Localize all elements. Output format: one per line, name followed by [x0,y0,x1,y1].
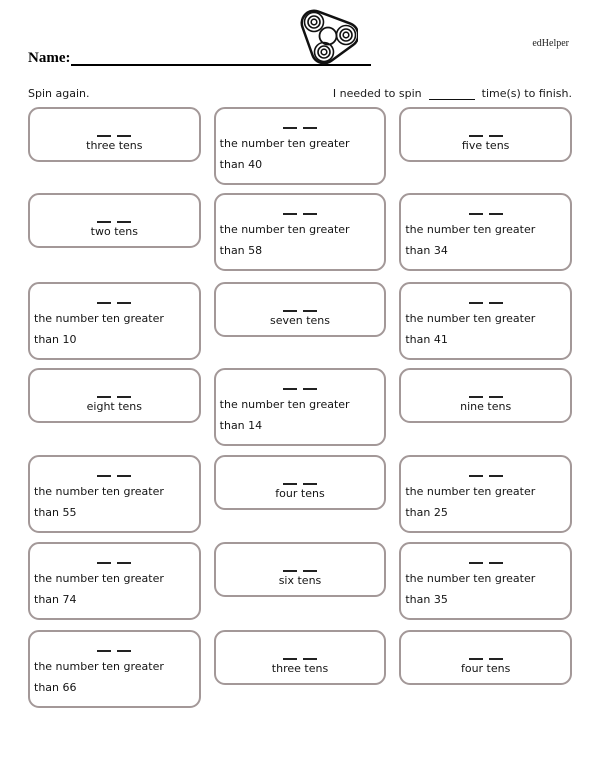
answer-blank [117,643,131,652]
answer-card [28,368,201,423]
card-line2: than 35 [405,593,448,606]
answer-blank [469,468,483,477]
answer-card [399,107,572,162]
answer-blanks [220,120,381,128]
answer-blank [303,206,317,215]
card-label: five tens [461,139,510,152]
edhelper-logo: edHelper [532,38,569,49]
card-line1: the number ten greater [405,312,536,325]
answer-blanks [405,295,566,303]
answer-blank [283,206,297,215]
card-line2: than 66 [34,681,77,694]
answer-blanks [34,555,195,563]
card-line2: than 55 [34,506,77,519]
card-line2: than 41 [405,333,448,346]
answer-blanks [280,651,320,659]
answer-blank [283,563,297,572]
answer-blank [283,381,297,390]
answer-blanks [94,128,134,136]
answer-blank [117,214,131,223]
answer-blank [97,468,111,477]
answer-blank [469,389,483,398]
answer-card [214,455,387,510]
card-label: three tens [271,662,329,675]
card-line2: than 25 [405,506,448,519]
answer-blank [469,295,483,304]
card-label: nine tens [460,400,512,413]
answer-blank [283,476,297,485]
answer-blanks [466,128,506,136]
spin-again-instruction: Spin again. [28,87,90,100]
answer-blank [489,206,503,215]
card-label: six tens [278,574,322,587]
answer-blank [283,303,297,312]
answer-card [214,282,387,337]
answer-blank [489,468,503,477]
answer-blanks [34,643,195,651]
answer-blank [97,295,111,304]
card-line1: the number ten greater [34,485,164,498]
answer-blanks [466,651,506,659]
answer-blank [303,120,317,129]
times-blank-line [429,88,475,100]
card-label: four tens [460,662,511,675]
finish-instruction-suffix: time(s) to finish. [481,87,572,100]
answer-blank [97,643,111,652]
card-line1: the number ten greater [219,398,350,411]
answer-blanks [280,476,320,484]
answer-card [214,368,387,446]
answer-blank [489,295,503,304]
card-line1: the number ten greater [219,137,350,150]
answer-card [214,630,387,685]
answer-card [399,193,572,271]
name-label: Name: [28,50,71,66]
card-label: three tens [86,139,143,152]
answer-cards-grid [28,107,572,710]
answer-blank [303,651,317,660]
answer-blank [303,303,317,312]
answer-card [214,193,387,271]
answer-blank [469,128,483,137]
card-line1: the number ten greater [34,572,164,585]
answer-card [399,455,572,533]
card-line1: the number ten greater [405,223,536,236]
card-label: two tens [90,225,138,238]
finish-instruction [333,87,572,100]
card-line1: the number ten greater [405,572,536,585]
answer-card [28,542,201,620]
answer-blank [283,651,297,660]
card-line1: the number ten greater [405,485,536,498]
answer-blanks [220,206,381,214]
answer-blanks [405,468,566,476]
answer-blanks [34,295,195,303]
answer-blank [469,651,483,660]
card-line1: the number ten greater [219,223,350,236]
answer-card [399,542,572,620]
answer-blank [97,389,111,398]
answer-blank [469,206,483,215]
card-line2: than 10 [34,333,77,346]
answer-blanks [405,206,566,214]
card-line2: than 58 [219,244,263,257]
answer-blank [489,128,503,137]
answer-card [214,107,387,185]
answer-blank [283,120,297,129]
answer-card [214,542,387,597]
answer-blanks [34,468,195,476]
answer-blanks [280,563,320,571]
answer-blank [489,389,503,398]
answer-card [399,630,572,685]
fidget-spinner-icon [296,6,358,68]
card-label: seven tens [269,314,330,327]
answer-card [28,193,201,248]
answer-blank [117,295,131,304]
card-line2: than 34 [405,244,448,257]
answer-blanks [280,303,320,311]
answer-blanks [94,389,134,397]
answer-blank [489,555,503,564]
answer-blank [117,389,131,398]
answer-blanks [466,389,506,397]
answer-blank [117,555,131,564]
finish-instruction-prefix: I needed to spin [332,87,422,100]
answer-card [28,455,201,533]
answer-blank [489,651,503,660]
card-line2: than 14 [219,419,263,432]
card-label: four tens [275,487,325,500]
card-line2: than 40 [219,158,263,171]
answer-card [399,368,572,423]
answer-blanks [405,555,566,563]
answer-blank [469,555,483,564]
answer-blank [303,476,317,485]
card-line1: the number ten greater [34,660,164,673]
answer-blanks [94,214,134,222]
card-label: eight tens [86,400,143,413]
answer-card [399,282,572,360]
answer-blanks [220,381,381,389]
answer-blank [303,563,317,572]
answer-blank [117,128,131,137]
card-line2: than 74 [34,593,77,606]
card-line1: the number ten greater [34,312,164,325]
answer-card [28,107,201,162]
answer-blank [117,468,131,477]
answer-blank [97,555,111,564]
answer-blank [303,381,317,390]
answer-card [28,630,201,708]
answer-blank [97,214,111,223]
answer-blank [97,128,111,137]
answer-card [28,282,201,360]
